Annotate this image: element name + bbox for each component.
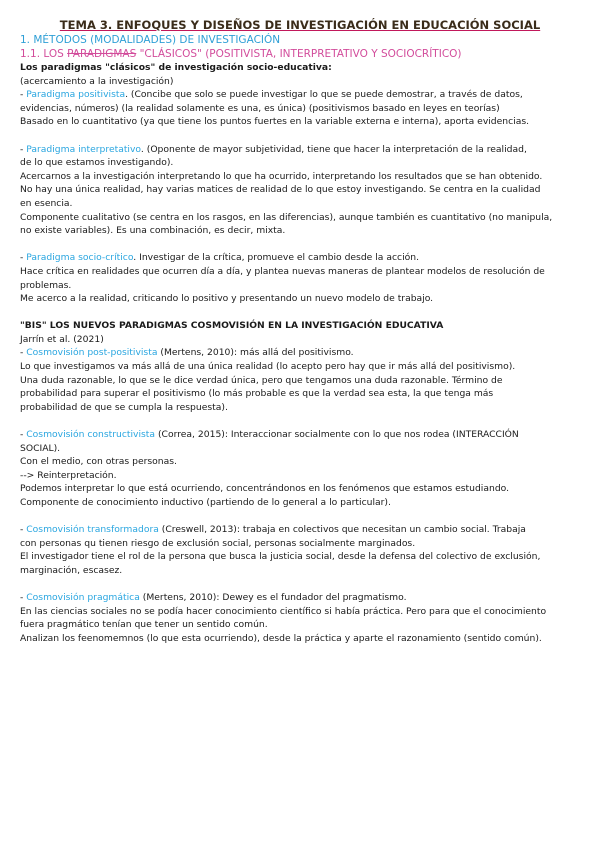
subsection-heading-strike: PARADIGMAS — [67, 48, 137, 60]
text-line: fuera pragmático tenían que tener un sentido común. — [20, 619, 268, 631]
dash: - — [20, 429, 27, 441]
text-line: Lo que investigamos va más allá de una única realidad (lo acepto pero hay que ir más allá del positivismo). — [20, 361, 516, 373]
subsection-heading-pre: 1.1. LOS — [20, 48, 68, 60]
text-line: en esencia. — [20, 197, 73, 209]
text-line: En las ciencias sociales no se podía hacer conocimiento científico si había práctica. Pero para que el conocimiento — [20, 605, 547, 617]
text-line: (Creswell, 2013): trabaja en colectivos que necesitan un cambio social. Trabaja — [158, 524, 526, 536]
subsection-heading-post: "CLÁSICOS" (POSITIVISTA, INTERPRETATIVO Y SOCIOCRÍTICO) — [136, 48, 462, 60]
text-line: SOCIAL). — [20, 442, 61, 454]
text-line: Una duda razonable, lo que se le dice verdad única, pero que tengamos una duda razonable. Término de — [20, 374, 503, 386]
dash: - — [20, 524, 27, 536]
keyword: Paradigma interpretativo — [26, 143, 141, 155]
keyword: Paradigma positivista — [26, 89, 126, 101]
text-line: . Investigar de la crítica, promueve el cambio desde la acción. — [133, 252, 420, 264]
text-line: problemas. — [20, 279, 72, 291]
document-title: TEMA 3. ENFOQUES Y DISEÑOS DE INVESTIGACIÓN EN EDUCACIÓN SOCIAL — [59, 18, 541, 32]
text-line: Podemos interpretar lo que está ocurriendo, concentrándonos en los fenómenos que estamos estudiando. — [20, 483, 510, 495]
text-line: marginación, escasez. — [20, 564, 123, 576]
subsection-heading — [20, 47, 580, 61]
cosmovision-constructivista — [20, 428, 580, 510]
text-line: (Mertens, 2010): Dewey es el fundador del pragmatismo. — [139, 592, 407, 604]
bis-reference: Jarrín et al. (2021) — [20, 333, 104, 345]
keyword: Cosmovisión constructivista — [26, 429, 156, 441]
text-line: Basado en lo cuantitativo (ya que tiene los puntos fuertes en la variable externa e interna), aporta evidencias. — [20, 116, 530, 128]
text-line: de lo que estamos investigando). — [20, 157, 174, 169]
paradigm-sociocritico — [20, 251, 580, 305]
cosmovision-transformadora — [20, 523, 580, 577]
text-line: Me acerco a la realidad, criticando lo positivo y presentando un nuevo modelo de trabajo. — [20, 293, 434, 305]
dash: - — [20, 252, 27, 264]
classic-heading: Los paradigmas "clásicos" de investigación socio-educativa: — [20, 62, 332, 73]
text-line: probabilidad de que se cumpla la respuesta). — [20, 401, 228, 413]
text-line: No hay una única realidad, hay varias matices de realidad de lo que estoy investigando. Se centra en la cualidad — [20, 184, 541, 196]
dash: - — [20, 89, 27, 101]
text-line: Acercarnos a la investigación interpretando lo que ha ocurrido, interpretando los resultados que se han obtenido. — [20, 170, 543, 182]
text-line: Componente cualitativo (se centra en los rasgos, en las diferencias), aunque también es cuantitativo (no manipula, — [20, 211, 553, 223]
keyword: Cosmovisión pragmática — [26, 592, 140, 604]
text-line: probabilidad para superar el positivismo (lo más probable es que la verdad sea esta, la que tenga más — [20, 388, 494, 400]
text-line: El investigador tiene el rol de la persona que busca la justicia social, desde la defensa del colectivo de exclusión, — [20, 551, 541, 563]
dash: - — [20, 143, 27, 155]
text-line: . (Oponente de mayor subjetividad, tiene que hacer la interpretación de la realidad, — [140, 143, 527, 155]
bis-heading: "BIS" LOS NUEVOS PARADIGMAS COSMOVISIÓN EN LA INVESTIGACIÓN EDUCATIVA — [20, 320, 444, 332]
keyword: Paradigma socio-crítico — [26, 252, 134, 264]
text-line: Hace crítica en realidades que ocurren día a día, y plantea nuevas maneras de plantear modelos de resolución de — [20, 265, 545, 277]
dash: - — [20, 347, 27, 359]
dash: - — [20, 592, 27, 604]
text-line: no existe variables). Es una combinación, es decir, mixta. — [20, 225, 286, 237]
cosmovision-pragmatica — [20, 591, 580, 645]
text-line: . (Concibe que solo se puede investigar lo que se puede demostrar, a través de datos, — [125, 89, 523, 101]
keyword: Cosmovisión transformadora — [26, 524, 159, 536]
paradigm-interpretativo — [20, 143, 580, 238]
text-line: Componente de conocimiento inductivo (partiendo de lo general a lo particular). — [20, 497, 391, 508]
text-line: --> Reinterpretación. — [20, 469, 117, 481]
text-line: con personas qu tienen riesgo de exclusión social, personas socialmente marginados. — [20, 537, 416, 549]
text-line: evidencias, números) (la realidad solamente es una, es única) (positivismos basado en leyes en teorías) — [20, 102, 500, 114]
section-heading: 1. MÉTODOS (MODALIDADES) DE INVESTIGACIÓN — [20, 34, 281, 46]
text-line: Analizan los feenomemnos (lo que esta ocurriendo), desde la práctica y aparte el razonamiento (sentido común). — [20, 632, 542, 644]
text-line: (Mertens, 2010): más allá del positivismo. — [157, 347, 354, 359]
keyword: Cosmovisión post-positivista — [26, 347, 158, 359]
paradigm-positivista — [20, 88, 580, 129]
classic-subtitle: (acercamiento a la investigación) — [20, 75, 174, 87]
cosmovision-postpositivista — [20, 346, 580, 414]
text-line: (Correa, 2015): Interaccionar socialmente con lo que nos rodea (INTERACCIÓN — [155, 429, 519, 441]
text-line: Con el medio, con otras personas. — [20, 456, 177, 468]
